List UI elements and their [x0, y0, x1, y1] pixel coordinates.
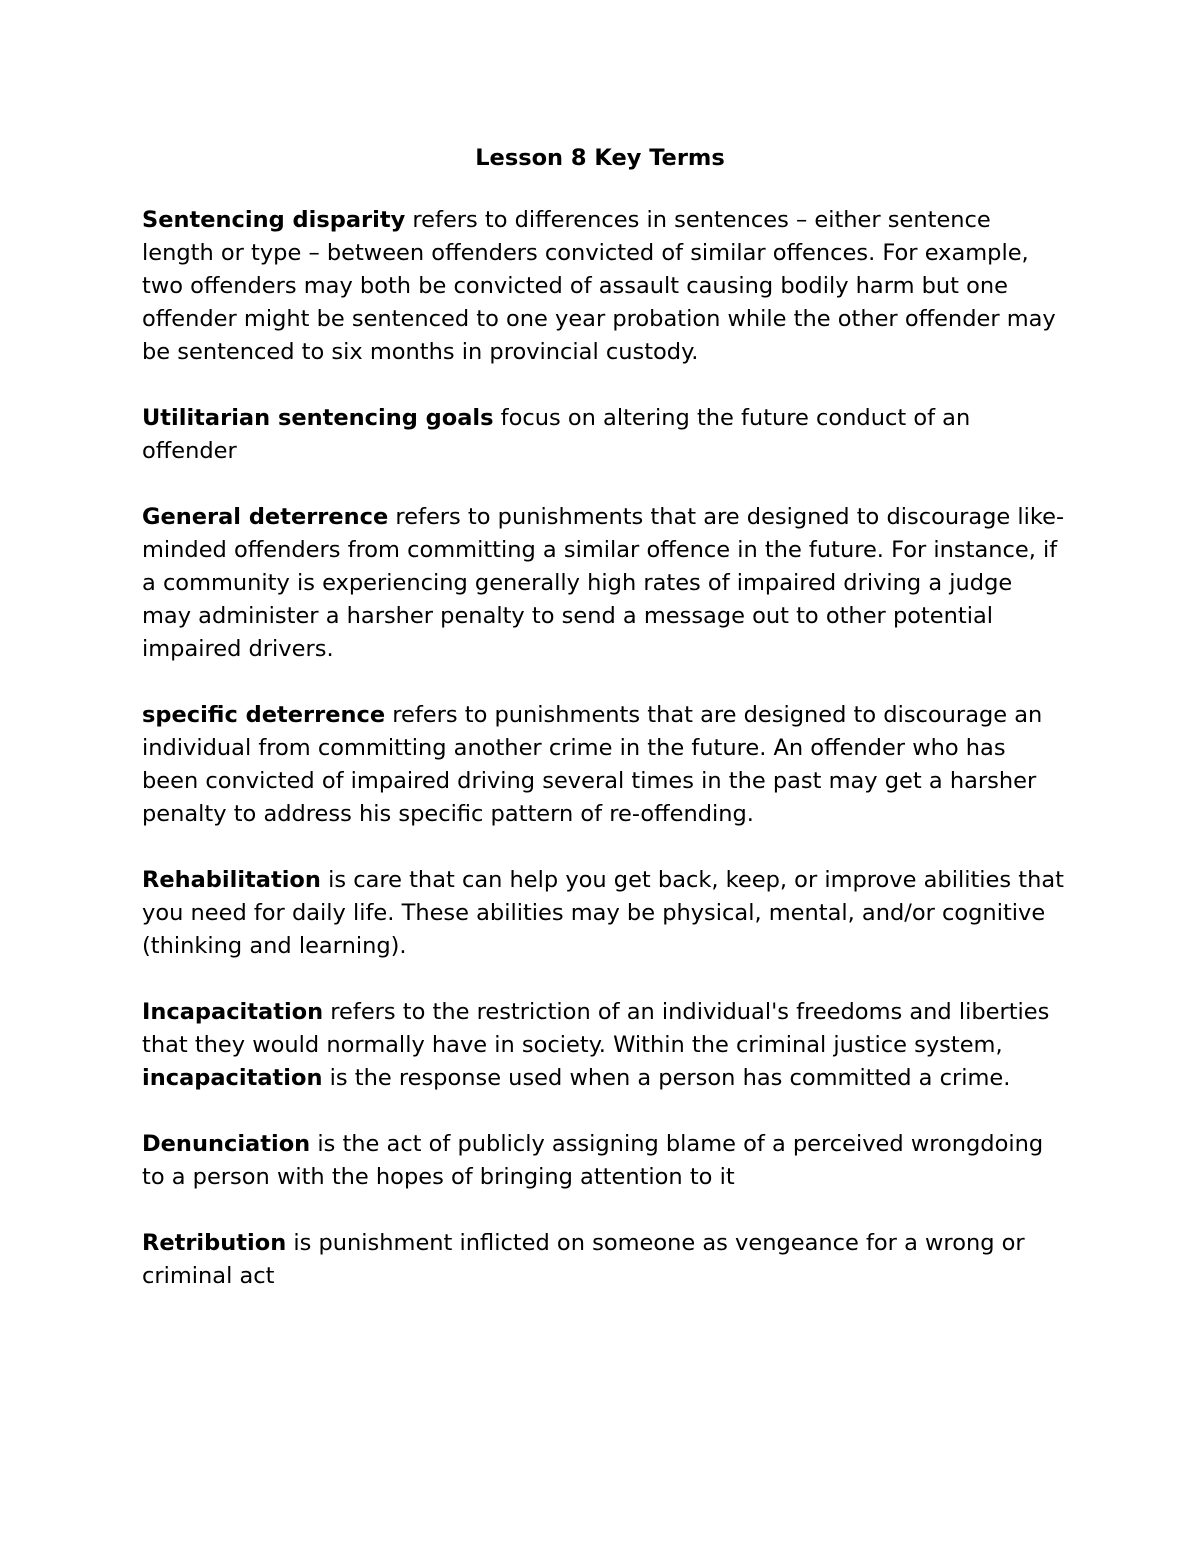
- term-entry-retribution: [142, 1227, 1067, 1293]
- term-label: Incapacitation: [142, 999, 324, 1025]
- term-entry-rehabilitation: [142, 864, 1067, 963]
- term-definition: is the act of publicly assigning blame of a perceived wrongdoing to a person with the hopes of bringing attention to it: [142, 1131, 1044, 1190]
- term-definition: is care that can help you get back, keep, or improve abilities that you need for daily life. These abilities may be physical, mental, and/or cognitive (thinking and learning).: [142, 867, 1064, 959]
- term-label: Sentencing disparity: [142, 207, 406, 233]
- term-definition: focus on altering the future conduct of an offender: [142, 405, 971, 464]
- term-definition: is punishment inflicted on someone as vengeance for a wrong or criminal act: [142, 1230, 1025, 1289]
- term-definition: refers to punishments that are designed to discourage an individual from committing another crime in the future. An offender who has been convicted of impaired driving several times in the past may get a harsher penalty to address his specific pattern of re-offending.: [142, 702, 1043, 827]
- term-label: Utilitarian sentencing goals: [142, 405, 494, 431]
- term-entry-incapacitation: [142, 996, 1067, 1095]
- key-terms-list: [142, 204, 1067, 1326]
- term-label-inline: incapacitation: [142, 1065, 323, 1091]
- term-entry-general-deterrence: [142, 501, 1067, 666]
- term-definition: refers to differences in sentences – either sentence length or type – between offenders convicted of similar offences. For example, two offenders may both be convicted of assault causing bodily harm but one offender might be sentenced to one year probation while the other offender may be sentenced to six months in provincial custody.: [142, 207, 1056, 365]
- term-label: Rehabilitation: [142, 867, 321, 893]
- term-entry-sentencing-disparity: [142, 204, 1067, 369]
- term-definition-continued: is the response used when a person has committed a crime.: [322, 1065, 1011, 1091]
- page-title: Lesson 8 Key Terms: [475, 145, 725, 171]
- term-entry-denunciation: [142, 1128, 1067, 1194]
- term-definition: refers to the restriction of an individual's freedoms and liberties that they would normally have in society. Within the criminal justice system,: [142, 999, 1050, 1058]
- term-label: Retribution: [142, 1230, 287, 1256]
- term-entry-specific-deterrence: [142, 699, 1067, 831]
- term-label: General deterrence: [142, 504, 389, 530]
- term-label: Denunciation: [142, 1131, 311, 1157]
- term-label: specific deterrence: [142, 702, 386, 728]
- term-entry-utilitarian-sentencing-goals: [142, 402, 1067, 468]
- term-definition: refers to punishments that are designed to discourage like-minded offenders from committing a similar offence in the future. For instance, if a community is experiencing generally high rates of impaired driving a judge may administer a harsher penalty to send a message out to other potential impaired drivers.: [142, 504, 1065, 662]
